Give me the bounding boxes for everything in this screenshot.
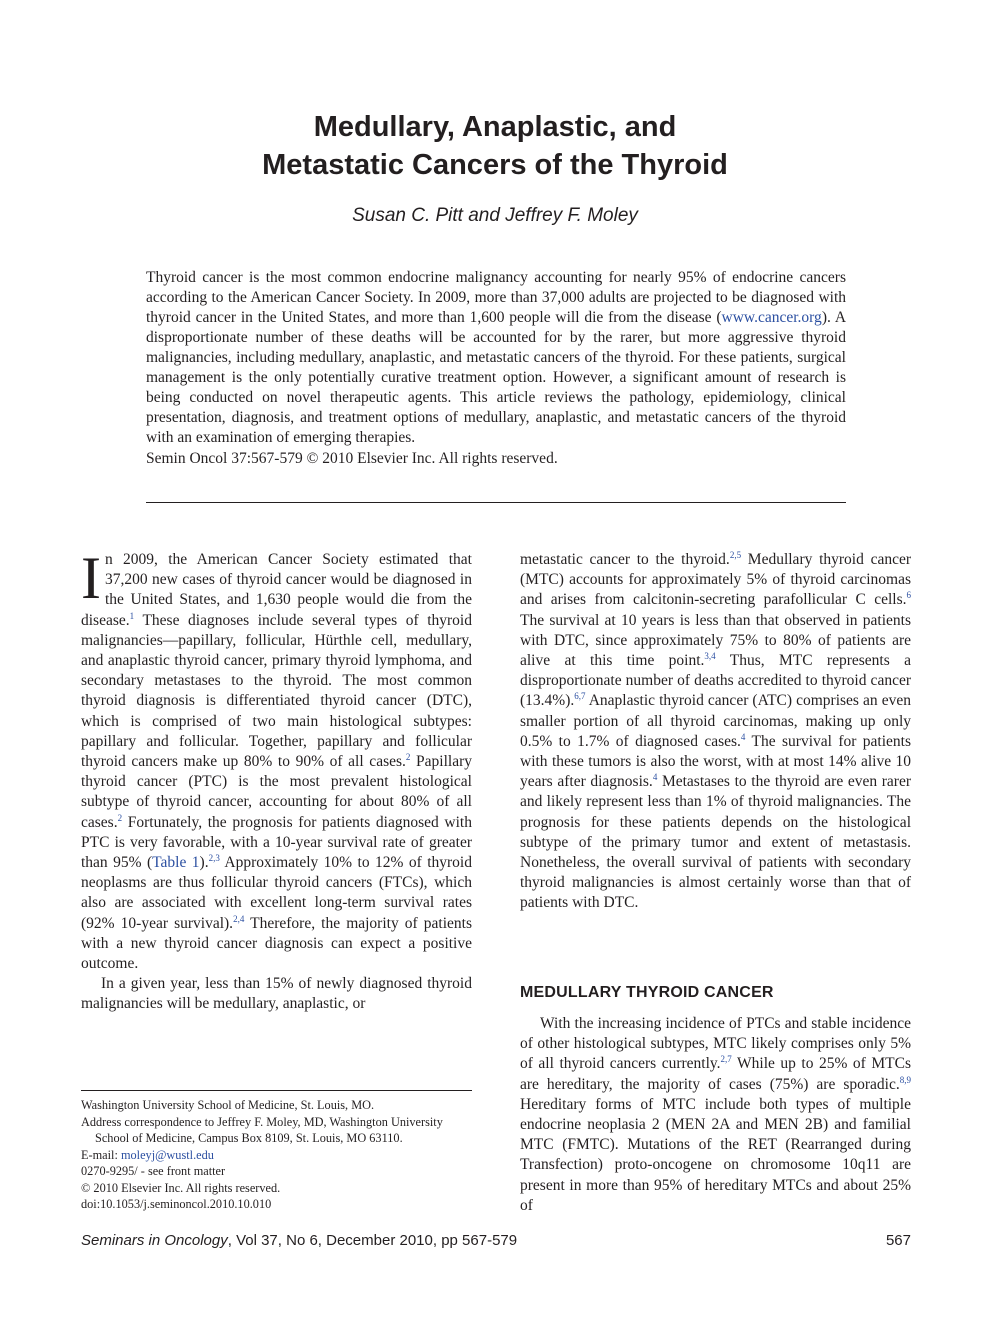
copyright: © 2010 Elsevier Inc. All rights reserved. <box>81 1180 281 1195</box>
abstract-divider <box>146 502 846 503</box>
right-column <box>520 550 911 914</box>
text-run: The survival at 10 years is less than that observed in patients with DTC, since approximately 75% to 80% of patients are alive at this time point. <box>520 611 911 670</box>
text-run: While up to 25% of MTCs are hereditary, the majority of cases (75%) are sporadic. <box>520 1055 911 1093</box>
reference-superscript[interactable]: 2,4 <box>233 913 245 924</box>
affiliation: Washington University School of Medicine, St. Louis, MO. <box>81 1098 375 1112</box>
reference-superscript[interactable]: 2,7 <box>720 1054 732 1065</box>
text-run: The survival for patients with these tumors is also the worst, with at most 14% alive 10 years after diagnosis. <box>520 732 911 791</box>
email-link[interactable]: moleyj@wustl.edu <box>120 1147 214 1162</box>
drop-cap: I <box>81 545 101 611</box>
text-run: These diagnoses include several types of thyroid malignancies—papillary, follicular, Hürthle cell, medullary, and anaplastic thyroid cancer, primary thyroid lymphoma, and secondary metastases to the thyroid. The most common thyroid diagnosis is differentiated thyroid cancer (DTC), which is comprised of two main histological subtypes: papillary and follicular. Together, papillary and follicular thyroid cancers make up 80% to 90% of all cases. <box>81 611 472 771</box>
journal-footer <box>81 1232 517 1249</box>
paragraph <box>520 550 911 914</box>
journal-details: , Vol 37, No 6, December 2010, pp 567-579 <box>227 1232 518 1249</box>
paragraph <box>520 1014 911 1216</box>
text-run: ). <box>199 854 209 872</box>
paragraph: In a given year, less than 15% of newly diagnosed thyroid malignancies will be medullary, anaplastic, or <box>81 975 472 1013</box>
abstract-text-part: Thyroid cancer is the most common endocrine malignancy accounting for nearly 95% of endocrine cancers according to the American Cancer Society. In 2009, more than 37,000 adults are projected to be diagnosed with thyroid cancer in the United States, and more than 1,600 people will die from the disease ( <box>146 269 846 326</box>
reference-superscript[interactable]: 2,5 <box>729 549 742 560</box>
correspondence: Address correspondence to Jeffrey F. Moley, MD, Washington University School of Medicine, Campus Box 8109, St. Louis, MO 63110. <box>81 1114 443 1145</box>
reference-superscript[interactable]: 2 <box>405 751 411 762</box>
right-column-section <box>520 1014 911 1216</box>
text-run: With the increasing incidence of PTCs and stable incidence of other histological subtypes, MTC likely comprises only 5% of all thyroid cancers currently. <box>520 1015 911 1073</box>
abstract <box>146 268 846 469</box>
journal-name: Seminars in Oncology <box>81 1232 228 1249</box>
text-run: Anaplastic thyroid cancer (ATC) comprises an even smaller portion of all thyroid carcinomas, making up only 0.5% to 1.7% of diagnosed cases. <box>520 692 911 750</box>
email-line <box>81 1147 472 1164</box>
text-run: Fortunately, the prognosis for patients diagnosed with PTC is very favorable, with a 10-year survival rate of greater than 95% ( <box>81 813 472 872</box>
title-line-1: Medullary, Anaplastic, and <box>313 111 677 143</box>
cancer-org-link[interactable]: www.cancer.org <box>721 309 822 326</box>
reference-superscript[interactable]: 2 <box>117 812 123 823</box>
table-link[interactable]: Table 1 <box>152 854 200 872</box>
abstract-text-part: ). A disproportionate number of these deaths will be accounted for by the rarer, but more aggressive thyroid malignancies, including medullary, anaplastic, and metastatic cancers of the thyroid. For these patients, surgical management is the only potentially curative treatment option. However, a significant amount of research is being conducted on novel therapeutic agents. This article reviews the pathology, epidemiology, clinical presentation, diagnosis, and treatment options of medullary, anaplastic, and metastatic cancers of the thyroid with an examination of emerging therapies. <box>146 309 847 446</box>
reference-superscript[interactable]: 6,7 <box>574 691 586 702</box>
doi: doi:10.1053/j.seminoncol.2010.10.010 <box>81 1197 272 1211</box>
text-run: n 2009, the American Cancer Society estimated that 37,200 new cases of thyroid cancer would be diagnosed in the United States, and 1,630 people would die from the disease. <box>81 551 472 629</box>
text-run: metastatic cancer to the thyroid. <box>520 551 730 568</box>
reference-superscript[interactable]: 4 <box>652 772 658 783</box>
abstract-text <box>146 268 846 448</box>
email-label: E-mail: <box>81 1147 121 1162</box>
footnotes <box>81 1097 472 1213</box>
left-column <box>81 545 472 1015</box>
author-list: Susan C. Pitt and Jeffrey F. Moley <box>352 205 638 226</box>
text-run: Medullary thyroid cancer (MTC) accounts for approximately 5% of thyroid carcinomas and arises from calcitonin-secreting parafollicular C cells. <box>520 551 912 609</box>
reference-superscript[interactable]: 2,3 <box>208 852 220 863</box>
text-run: Papillary thyroid cancer (PTC) is the most prevalent histological subtype of thyroid cancer, accounting for about 80% of all cases. <box>81 753 472 831</box>
reference-superscript[interactable]: 6 <box>906 590 911 601</box>
title-line-2: Metastatic Cancers of the Thyroid <box>262 149 728 181</box>
text-run: Approximately 10% to 12% of thyroid neoplasms are thus follicular thyroid cancers (FTCs), which also are associated with excellent long-term survival rates (92% 10-year survival). <box>81 854 472 932</box>
reference-superscript[interactable]: 8,9 <box>899 1074 911 1085</box>
section-heading: MEDULLARY THYROID CANCER <box>520 984 774 1001</box>
page-number: 567 <box>885 1232 911 1249</box>
article-title <box>0 108 990 184</box>
text-run: Thus, MTC represents a disproportionate number of deaths accredited to thyroid cancer (13.4%). <box>520 652 911 710</box>
reference-superscript[interactable]: 3,4 <box>704 650 716 661</box>
issn: 0270-9295/ - see front matter <box>81 1164 226 1178</box>
paragraph <box>81 545 472 974</box>
reference-superscript[interactable]: 1 <box>129 610 135 621</box>
reference-superscript[interactable]: 4 <box>740 731 746 742</box>
text-run: Therefore, the majority of patients with a new thyroid cancer diagnosis can expect a positive outcome. <box>81 914 472 973</box>
text-run: Metastases to the thyroid are even rarer and likely represent less than 1% of thyroid malignancies. The prognosis for these patients depends on the histological subtype of the primary tumor and extent of metastasis. Nonetheless, the overall survival of patients with secondary thyroid malignancies is almost certainly worse than that of patients with DTC. <box>520 773 911 912</box>
text-run: Hereditary forms of MTC include both types of multiple endocrine neoplasia 2 (MEN 2A and MEN 2B) and familial MTC (FMTC). Mutations of the RET (Rearranged during Transfection) proto-oncogene on chromosome 10q11 are present in more than 95% of hereditary MTCs and about 25% of <box>520 1095 911 1214</box>
footnote-divider <box>81 1090 472 1091</box>
abstract-citation: Semin Oncol 37:567-579 © 2010 Elsevier Inc. All rights reserved. <box>146 450 558 467</box>
